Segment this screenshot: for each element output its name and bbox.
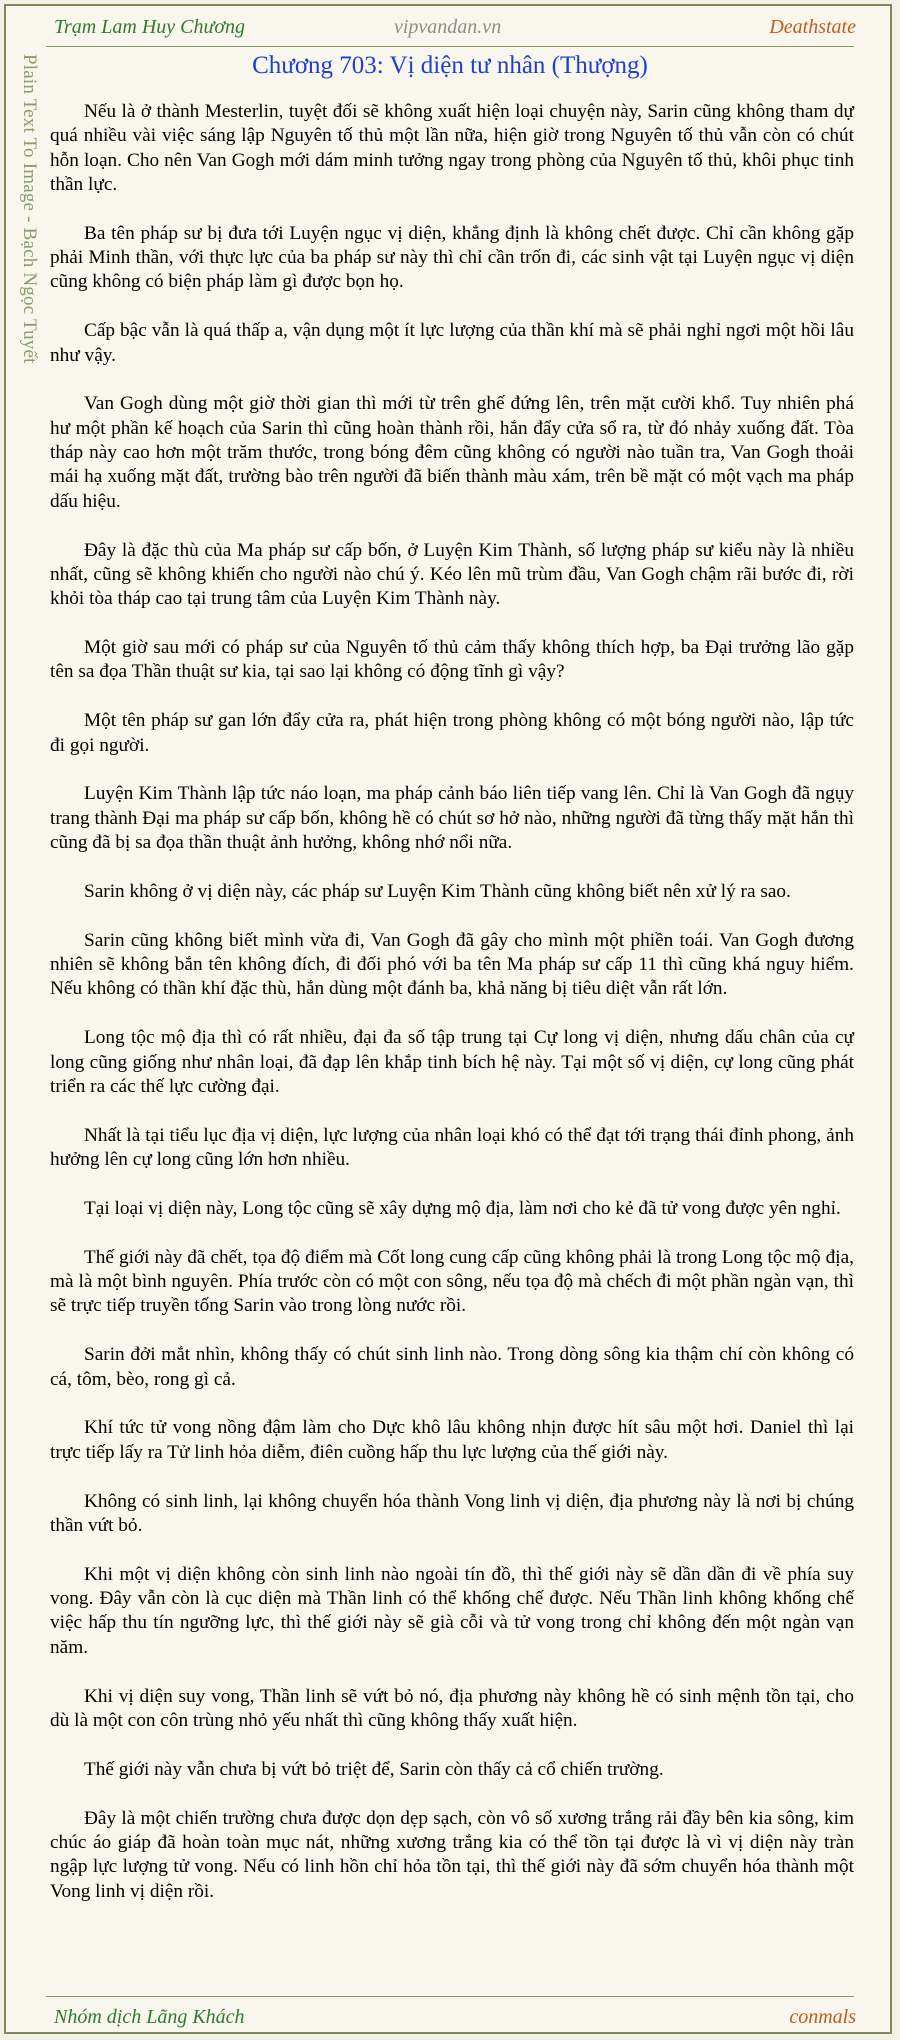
paragraph: Không có sinh linh, lại không chuyển hóa thành Vong linh vị diện, địa phương này là nơi bị chúng thần vứt bỏ. <box>50 1490 854 1536</box>
header-left-text: Trạm Lam Huy Chương <box>54 16 246 38</box>
paragraph: Thế giới này đã chết, tọa độ điểm mà Cốt long cung cấp cũng không phải là trong Long tộc mộ địa, mà là một bình nguyên. Phía trước còn có một con sông, nếu tọa độ mà chếch đi một phần ngàn vạn, thì sẽ trực tiếp truyền tống Sarin vào trong lòng nước rồi. <box>50 1246 854 1317</box>
paragraph: Nhất là tại tiểu lục địa vị diện, lực lượng của nhân loại khó có thể đạt tới trạng thái đỉnh phong, ảnh hưởng lên cự long cũng lớn hơn nhiều. <box>50 1124 854 1171</box>
chapter-title: Chương 703: Vị diện tư nhân (Thượng) <box>252 52 648 79</box>
footer-divider <box>46 1996 854 1997</box>
chapter-body <box>50 100 854 1929</box>
side-watermark-text: Plain Text To Image - Bạch Ngọc Tuyết <box>19 54 40 364</box>
page-frame <box>4 4 892 2034</box>
paragraph: Khí tức tử vong nồng đậm làm cho Dực khô lâu không nhịn được hít sâu một hơi. Daniel thì lại trực tiếp lấy ra Tử linh hỏa diễm, điên cuồng hấp thu lực lượng của thế giới này. <box>50 1417 854 1463</box>
paragraph: Khi một vị diện không còn sinh linh nào ngoài tín đồ, thì thế giới này sẽ dần dần đi về phía suy vong. Đây vẫn còn là cục diện mà Thần linh có thể khống chế được. Nếu Thần linh không khống chế việc hấp thu tín ngưỡng lực, thì thế giới này sẽ già cỗi và tử vong trong chỉ không đến một ngàn vạn năm. <box>50 1563 854 1658</box>
paragraph: Luyện Kim Thành lập tức náo loạn, ma pháp cảnh báo liên tiếp vang lên. Chỉ là Van Gogh đã ngụy trang thành Đại ma pháp sư cấp bốn, không hề có chút sơ hở nào, những người đã từng thấy mặt hắn thì cũng đã bị sa đọa thần thuật ảnh hưởng, không nhớ nổi nữa. <box>50 783 854 853</box>
paragraph: Đây là một chiến trường chưa được dọn dẹp sạch, còn vô số xương trắng rải đầy bên kia sông, kim chúc áo giáp đã hoàn toàn mục nát, những xương trắng kia có thể tồn tại được là vì vị diện này tràn ngập lực lượng tử vong. Nếu có linh hồn chỉ hỏa tồn tại, thì thế giới này đã sớm chuyển hóa thành một Vong linh vị diện rồi. <box>50 1807 854 1902</box>
paragraph: Một giờ sau mới có pháp sư của Nguyên tố thủ cảm thấy không thích hợp, ba Đại trưởng lão gặp tên sa đọa Thần thuật sư kia, tại sao lại không có động tĩnh gì vậy? <box>50 637 854 683</box>
paragraph: Sarin không ở vị diện này, các pháp sư Luyện Kim Thành cũng không biết nên xử lý ra sao. <box>84 880 791 902</box>
header-divider <box>46 46 854 47</box>
header-right-text: Deathstate <box>769 16 856 38</box>
paragraph: Khi vị diện suy vong, Thần linh sẽ vứt bỏ nó, địa phương này không hề có sinh mệnh tồn tại, cho dù là một con côn trùng nhỏ yếu nhất thì cũng không thấy xuất hiện. <box>50 1685 854 1731</box>
paragraph: Van Gogh dùng một giờ thời gian thì mới từ trên ghế đứng lên, trên mặt cười khổ. Tuy nhiên phá hư một phần kế hoạch của Sarin thì cũng hoàn thành rồi, hắn đẩy cửa sổ ra, từ đó nhảy xuống đất. Tòa tháp này cao hơn một trăm thước, trong bóng đêm cũng không có người nào tuần tra, Van Gogh thoải mái hạ xuống mặt đất, trường bào trên người đã biến thành màu xám, trên bề mặt có một vạch ma pháp dấu hiệu. <box>50 393 854 512</box>
paragraph: Sarin cũng không biết mình vừa đi, Van Gogh đã gây cho mình một phiền toái. Van Gogh đương nhiên sẽ không bắn tên không đích, đi đối phó với ba tên Ma pháp sư cấp 11 thì cũng khá nguy hiểm. Nếu không có thần khí đặc thù, hắn dùng một đánh ba, khả năng bị tiêu diệt vẫn rất lớn. <box>50 929 854 1000</box>
paragraph: Tại loại vị diện này, Long tộc cũng sẽ xây dựng mộ địa, làm nơi cho kẻ đã tử vong được yên nghỉ. <box>84 1197 841 1219</box>
paragraph: Ba tên pháp sư bị đưa tới Luyện ngục vị diện, khẳng định là không chết được. Chỉ cần không gặp phải Minh thần, với thực lực của ba pháp sư này thì chỉ cần trốn đi, các sinh vật tại Luyện ngục vị diện cũng không có biện pháp làm gì được bọn họ. <box>50 222 854 293</box>
paragraph: Nếu là ở thành Mesterlin, tuyệt đối sẽ không xuất hiện loại chuyện này, Sarin cũng không tham dự quá nhiều vài việc sáng lập Nguyên tố thủ một lần nữa, hiện giờ trong Nguyên tố thủ vẫn còn có chút hỗn loạn. Cho nên Van Gogh mới dám minh tưởng ngay trong phòng của Nguyên tố thủ, khôi phục tinh thần lực. <box>50 101 854 195</box>
page-footer <box>6 2000 890 2032</box>
paragraph: Cấp bậc vẫn là quá thấp a, vận dụng một ít lực lượng của thần khí mà sẽ phải nghỉ ngơi một hồi lâu như vậy. <box>50 320 854 366</box>
paragraph: Long tộc mộ địa thì có rất nhiều, đại đa số tập trung tại Cự long vị diện, nhưng dấu chân của cự long cũng giống như nhân loại, đã đạp lên khắp tinh bích hệ này. Tại một số vị diện, cự long cũng phát triển ra các thế lực cường đại. <box>50 1027 854 1097</box>
paragraph: Một tên pháp sư gan lớn đẩy cửa ra, phát hiện trong phòng không có một bóng người nào, lập tức đi gọi người. <box>50 710 854 756</box>
page-header <box>6 6 890 46</box>
footer-right-text: conmals <box>789 2006 856 2028</box>
footer-left-text: Nhóm dịch Lãng Khách <box>54 2006 245 2028</box>
paragraph: Sarin đởi mắt nhìn, không thấy có chút sinh linh nào. Trong dòng sông kia thậm chí còn không có cá, tôm, bèo, rong gì cả. <box>50 1344 854 1390</box>
header-site-text: vipvandan.vn <box>394 16 502 38</box>
paragraph: Đây là đặc thù của Ma pháp sư cấp bốn, ở Luyện Kim Thành, số lượng pháp sư kiểu này là nhiều nhất, cũng sẽ không khiến cho người nào chú ý. Kéo lên mũ trùm đầu, Van Gogh chậm rãi bước đi, rời khỏi tòa tháp cao tại trung tâm của Luyện Kim Thành này. <box>50 539 854 610</box>
paragraph: Thế giới này vẫn chưa bị vứt bỏ triệt để, Sarin còn thấy cả cổ chiến trường. <box>84 1758 664 1780</box>
